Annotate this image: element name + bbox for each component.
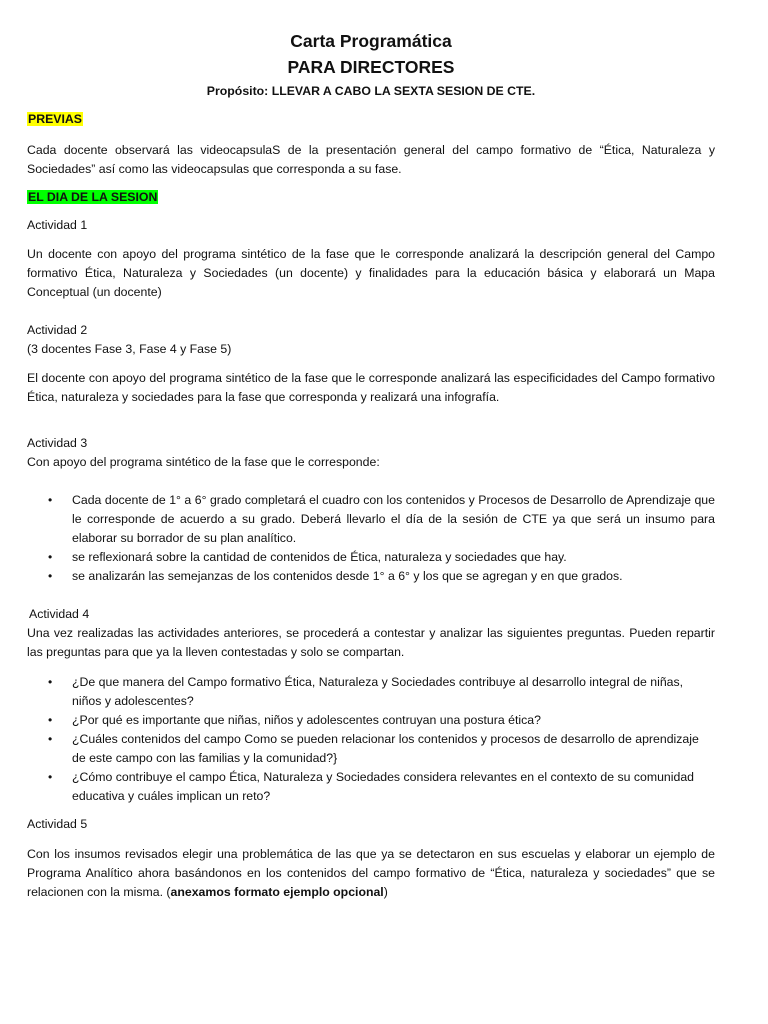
actividad3-list [27,491,715,586]
sesion-heading-line [27,188,715,207]
bullet-icon: • [48,732,53,746]
actividad3-intro: Con apoyo del programa sintético de la fase que le corresponde: [27,455,380,469]
actividad2-label: Actividad 2 [27,323,88,337]
list-item-text: ¿Cuáles contenidos del campo Como se pueden relacionar los contenidos y procesos de desarrollo de aprendizaje de este campo con las familias y la comunidad?} [72,732,699,765]
list-item-text: ¿De que manera del Campo formativo Ética, Naturaleza y Sociedades contribuye al desarrollo integral de niñas, niños y adolescentes? [72,675,684,708]
actividad5-text [27,845,715,902]
list-item [27,567,715,586]
list-item-text: Cada docente de 1° a 6° grado completará el cuadro con los contenidos y Procesos de Desarrollo de Aprendizaje que le corresponde de acuerdo a su grado. Deberá llevarlo el día de la sesión de CTE ya que será un insumo para elaborar su borrador de su plan analítico. [72,493,715,545]
page-subtitle: PARA DIRECTORES [287,57,455,77]
actividad5-label: Actividad 5 [27,817,88,831]
actividad2-text: El docente con apoyo del programa sintético de la fase que le corresponde analizará las especificidades del Campo formativo Ética, naturaleza y sociedades para la fase que corresponda y realizará una infografía. [27,371,715,404]
list-item [27,548,715,567]
bullet-icon: • [48,770,53,784]
sesion-heading: EL DIA DE LA SESION [28,190,158,204]
list-item-text: ¿Por qué es importante que niñas, niños y adolescentes contruyan una postura ética? [72,713,541,727]
actividad4-label: Actividad 4 [29,607,90,621]
purpose-line: Propósito: LLEVAR A CABO LA SEXTA SESION DE CTE. [206,84,536,98]
actividad2-note: (3 docentes Fase 3, Fase 4 y Fase 5) [27,342,232,356]
bullet-icon: • [48,675,53,689]
bullet-icon: • [48,569,53,583]
previas-heading-line [27,110,715,129]
list-item [27,768,715,806]
list-item [27,491,715,548]
actividad1-text: Un docente con apoyo del programa sintético de la fase que le corresponde analizará la descripción general del Campo formativo Ética, Naturaleza y Sociedades (un docente) y finalidades para la educación básica y elaborará un Mapa Conceptual (un docente) [27,247,715,299]
previas-heading: PREVIAS [28,112,82,126]
bullet-icon: • [48,713,53,727]
list-item [27,711,715,730]
bullet-icon: • [48,493,53,507]
actividad5-text-main: Con los insumos revisados elegir una problemática de las que ya se detectaron en sus escuelas y elaborar un ejemplo de Programa Analítico ahora basándonos en los contenidos del campo formativo de “Ética, naturaleza y sociedades” que se relacionen con la misma. ( [27,847,715,899]
page-title: Carta Programática [290,31,452,51]
list-item-text: ¿Cómo contribuye el campo Ética, Naturaleza y Sociedades considera relevantes en el contexto de su comunidad educativa y cuáles implican un reto? [72,770,695,803]
actividad5-bold-text: anexamos formato ejemplo opcional [170,885,384,899]
list-item [27,673,715,711]
actividad3-label: Actividad 3 [27,436,88,450]
bullet-icon: • [48,550,53,564]
actividad4-list [27,673,715,806]
list-item-text: se reflexionará sobre la cantidad de contenidos de Ética, naturaleza y sociedades que hay. [72,550,567,564]
previas-text: Cada docente observará las videocapsulaS de la presentación general del campo formativo de “Ética, Naturaleza y Sociedades” así como las videocapsulas que corresponda a su fase. [27,143,715,176]
actividad1-label: Actividad 1 [27,218,88,232]
list-item [27,730,715,768]
actividad4-intro: Una vez realizadas las actividades anteriores, se procederá a contestar y analizar las siguientes preguntas. Pueden repartir las preguntas para que ya la lleven contestadas y solo se compartan. [27,626,715,659]
list-item-text: se analizarán las semejanzas de los contenidos desde 1° a 6° y los que se agregan y en que grados. [72,569,623,583]
actividad5-text-end: ) [383,885,388,899]
